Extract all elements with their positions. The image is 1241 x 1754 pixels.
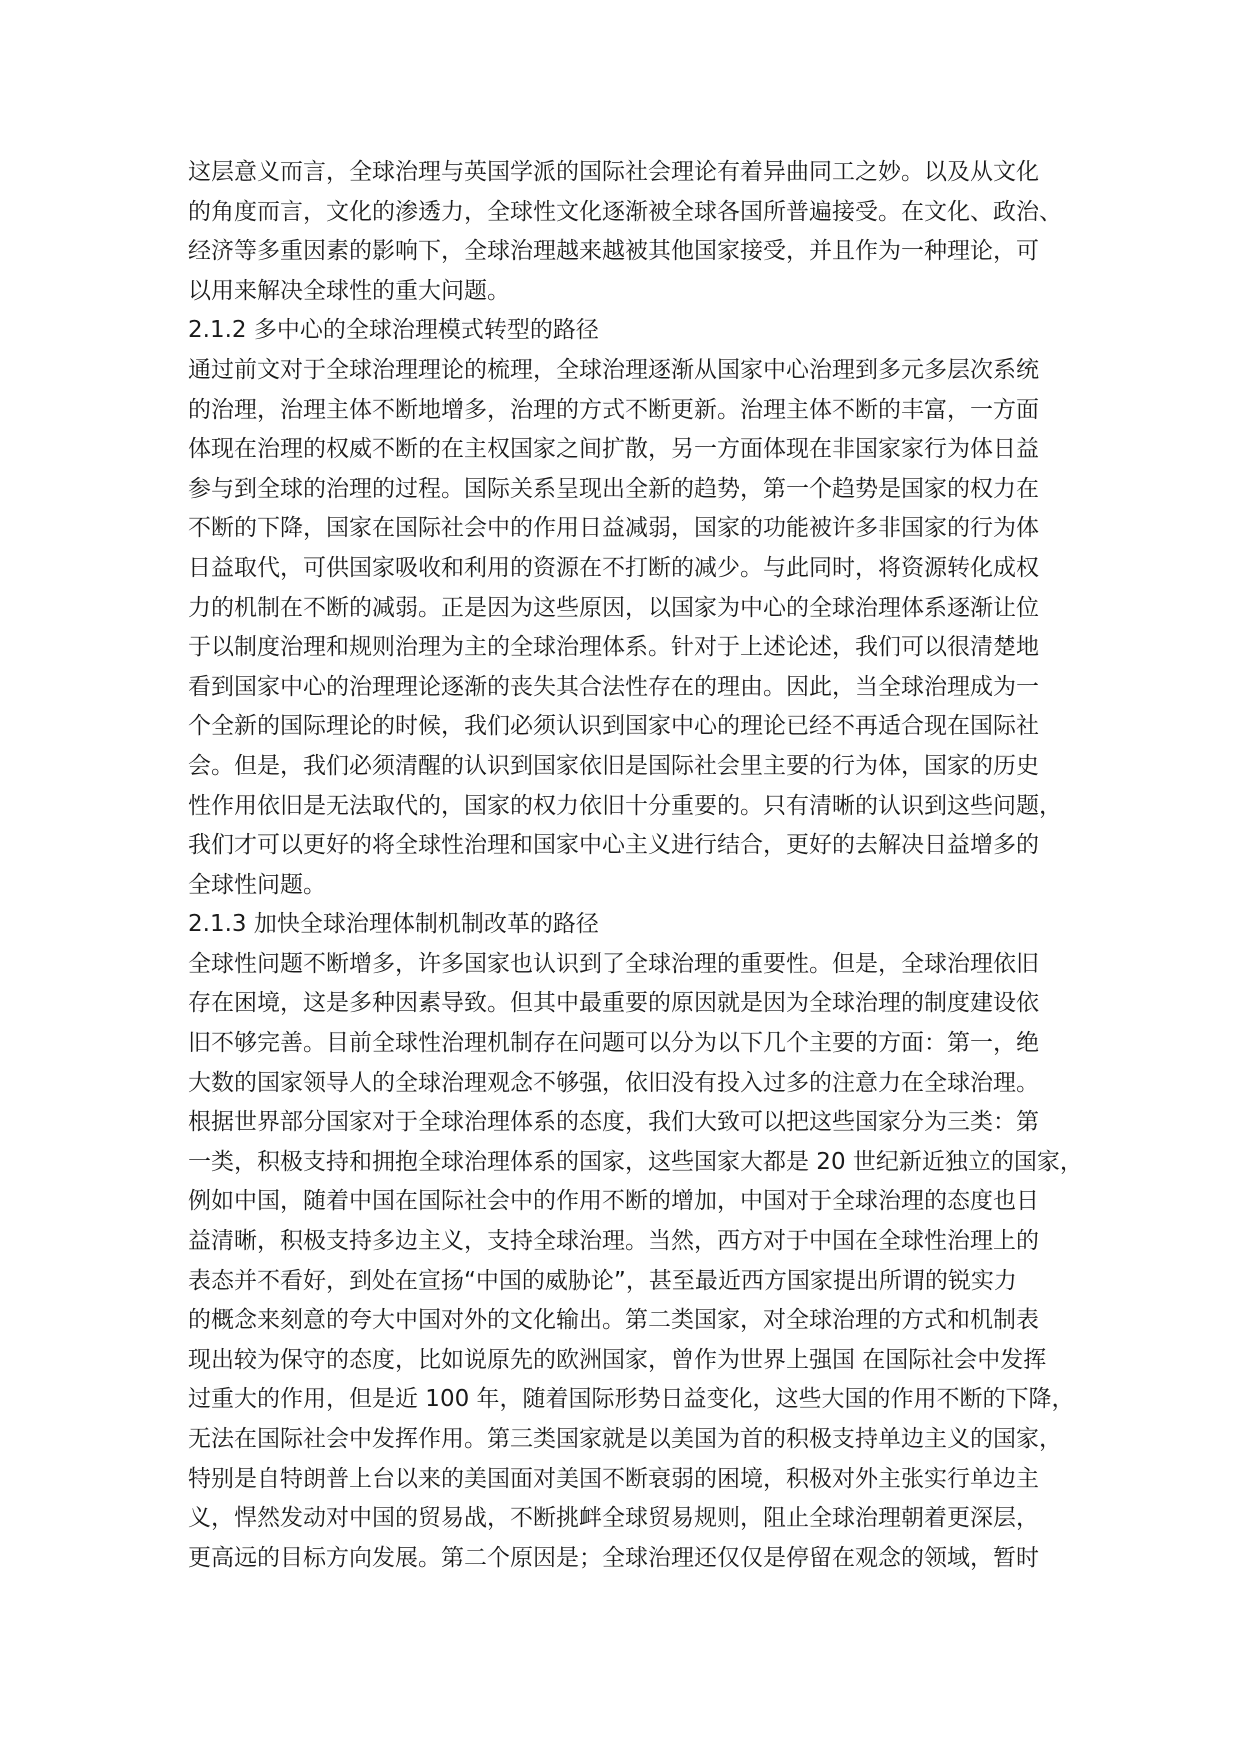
paragraph-line: 无法在国际社会中发挥作用。第三类国家就是以美国为首的积极支持单边主义的国家， [188,1426,1062,1452]
paragraph-line: 参与到全球的治理的过程。国际关系呈现出全新的趋势，第一个趋势是国家的权力在 [188,475,1039,502]
paragraph-line: 会。但是，我们必须清醒的认识到国家依旧是国际社会里主要的行为体，国家的历史 [188,752,1039,779]
paragraph-line: 表态并不看好，到处在宣扬“中国的威胁论”，甚至最近西方国家提出所谓的锐实力 [188,1267,1017,1294]
paragraph-line: 的治理，治理主体不断地增多，治理的方式不断更新。治理主体不断的丰富，一方面 [188,396,1039,423]
paragraph-line: 存在困境，这是多种因素导致。但其中最重要的原因就是因为全球治理的制度建设依 [188,990,1039,1017]
paragraph-line: 个全新的国际理论的时候，我们必须认识到国家中心的理论已经不再适合现在国际社 [188,713,1039,740]
paragraph-line: 体现在治理的权威不断的在主权国家之间扩散，另一方面体现在非国家家行为体日益 [188,436,1039,463]
paragraph-line: 这层意义而言，全球治理与英国学派的国际社会理论有着异曲同工之妙。以及从文化 [188,159,1039,185]
paragraph-line: 我们才可以更好的将全球性治理和国家中心主义进行结合，更好的去解决日益增多的 [188,832,1039,859]
paragraph-line: 旧不够完善。目前全球性治理机制存在问题可以分为以下几个主要的方面：第一，绝 [188,1030,1039,1057]
paragraph-line: 看到国家中心的治理理论逐渐的丧失其合法性存在的理由。因此，当全球治理成为一 [188,673,1039,700]
paragraph-line: 特别是自特朗普上台以来的美国面对美国不断衰弱的困境，积极对外主张实行单边主 [188,1465,1039,1492]
paragraph-line: 益清晰，积极支持多边主义，支持全球治理。当然，西方对于中国在全球性治理上的 [188,1228,1039,1255]
paragraph-line: 的概念来刻意的夸大中国对外的文化输出。第二类国家，对全球治理的方式和机制表 [188,1307,1039,1334]
paragraph-line: 不断的下降，国家在国际社会中的作用日益减弱，国家的功能被许多非国家的行为体 [188,515,1039,542]
paragraph-line: 现出较为保守的态度，比如说原先的欧洲国家，曾作为世界上强国 在国际社会中发挥 [188,1346,1047,1373]
paragraph-line: 日益取代，可供国家吸收和利用的资源在不打断的减少。与此同时，将资源转化成权 [188,554,1039,581]
paragraph-line: 根据世界部分国家对于全球治理体系的态度，我们大致可以把这些国家分为三类：第 [188,1109,1039,1136]
paragraph-line: 于以制度治理和规则治理为主的全球治理体系。针对于上述论述，我们可以很清楚地 [188,634,1039,661]
paragraph-line: 通过前文对于全球治理理论的梳理，全球治理逐渐从国家中心治理到多元多层次系统 [188,356,1039,383]
paragraph-line: 过重大的作用，但是近 100 年，随着国际形势日益变化，这些大国的作用不断的下降， [188,1386,1075,1413]
paragraph-line: 经济等多重因素的影响下，全球治理越来越被其他国家接受，并且作为一种理论，可 [188,238,1039,265]
section-heading-2-1-2: 2.1.2 多中心的全球治理模式转型的路径 [188,317,599,344]
document-body [188,153,1088,1578]
paragraph-line: 力的机制在不断的减弱。正是因为这些原因，以国家为中心的全球治理体系逐渐让位 [188,594,1039,621]
paragraph-line: 性作用依旧是无法取代的，国家的权力依旧十分重要的。只有清晰的认识到这些问题， [188,792,1062,819]
paragraph-line: 的角度而言，文化的渗透力，全球性文化逐渐被全球各国所普遍接受。在文化、政治、 [188,198,1062,225]
paragraph-line: 例如中国，随着中国在国际社会中的作用不断的增加，中国对于全球治理的态度也日 [188,1188,1039,1215]
paragraph-line: 一类，积极支持和拥抱全球治理体系的国家，这些国家大都是 20 世纪新近独立的国家， [188,1148,1083,1175]
paragraph-line: 义，悍然发动对中国的贸易战，不断挑衅全球贸易规则，阻止全球治理朝着更深层， [188,1505,1039,1532]
section-heading-2-1-3: 2.1.3 加快全球治理体制机制改革的路径 [188,911,599,938]
paragraph-line: 全球性问题不断增多，许多国家也认识到了全球治理的重要性。但是，全球治理依旧 [188,950,1039,977]
paragraph-line: 更高远的目标方向发展。第二个原因是；全球治理还仅仅是停留在观念的领域，暂时 [188,1544,1039,1571]
paragraph-line: 全球性问题。 [188,871,326,898]
paragraph-line: 以用来解决全球性的重大问题。 [188,277,510,304]
paragraph-line: 大数的国家领导人的全球治理观念不够强，依旧没有投入过多的注意力在全球治理。 [188,1069,1039,1096]
